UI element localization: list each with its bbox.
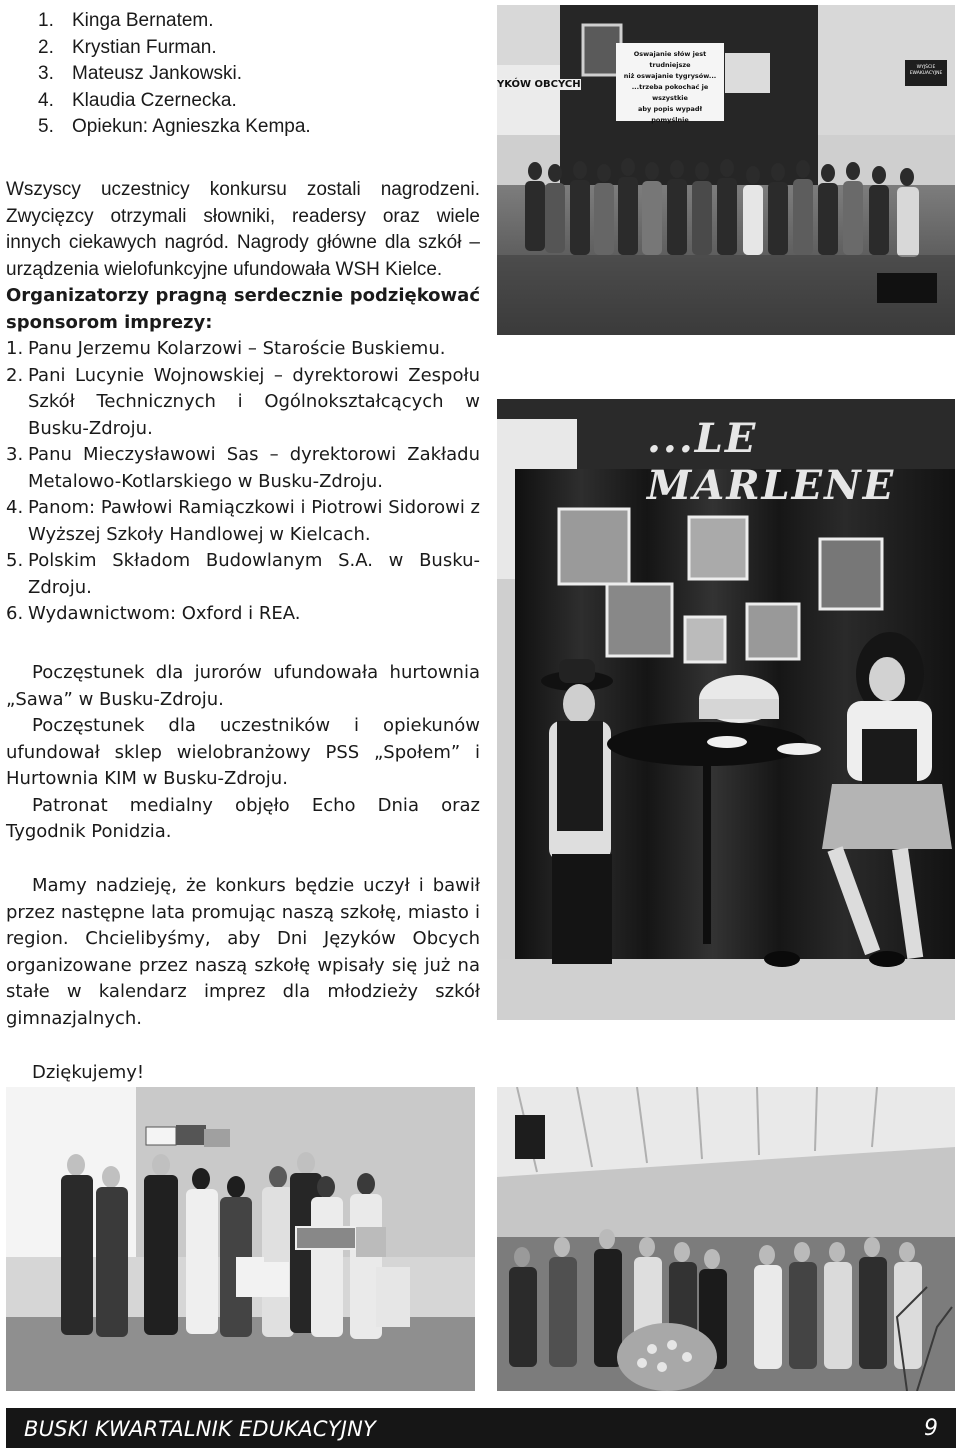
list-item: 4. Panom: Pawłowi Ramiączkowi i Piotrowi Sidorowi z Wyższej Szkoły Handlowej w Kielcach. bbox=[6, 497, 480, 545]
catering-paragraph: Poczęstunek dla jurorów ufundowała hurtownia „Sawa” w Busku-Zdroju. bbox=[6, 662, 480, 710]
backdrop-title: ...LE MARLENE bbox=[647, 415, 896, 509]
quote-poster: Oswajanie słów jest trudniejsze niż oswajanie tygrysów... ...trzeba pokochać je wszystkie aby popis wypadł pomyślnie bbox=[623, 50, 717, 124]
awards-paragraph: Wszyscy uczestnicy konkursu zostali nagrodzeni. Zwycięzcy otrzymali słowniki, readersy oraz wiele innych ciekawych nagród. Nagrody główne dla szkół – urządzenia wielofunkcyjne ufundowała WSH Kielce. bbox=[6, 179, 480, 280]
catering-paragraph: Poczęstunek dla uczestników i opiekunów ufundował sklep wielobranżowy PSS „Społem” i Hurtownia KIM w Busku-Zdroju. bbox=[6, 715, 480, 789]
page-number: 9 bbox=[924, 1416, 938, 1441]
exit-sign: WYJŚCIE EWAKUACYJNE bbox=[909, 65, 943, 76]
catering-section bbox=[6, 660, 480, 846]
team-list-item: 3. Mateusz Jankowski. bbox=[38, 63, 243, 84]
group-photo bbox=[497, 5, 955, 335]
team-list-item: 5. Opiekun: Agnieszka Kempa. bbox=[38, 116, 311, 137]
scene-photo bbox=[497, 399, 955, 1020]
list-item: 3. Panu Mieczysławowi Sas – dyrektorowi Zakładu Metalowo-Kotlarskiego w Busku-Zdroju. bbox=[6, 444, 480, 492]
awards-photo-image bbox=[6, 1087, 475, 1391]
team-list-item: 1. Kinga Bernatem. bbox=[38, 10, 214, 31]
publication-title: BUSKI KWARTALNIK EDUKACYJNY bbox=[24, 1417, 377, 1441]
thanks-text: Dziękujemy! bbox=[32, 1062, 145, 1083]
sponsors-list bbox=[6, 336, 480, 628]
team-list bbox=[38, 8, 311, 141]
language-banner: YKÓW OBCYCH bbox=[497, 79, 581, 90]
closing-paragraph: Mamy nadzieję, że konkurs będzie uczył i bawił przez następne lata promując naszą szkołę, miasto i region. Chcielibyśmy, aby Dni Języków Obcych organizowane przez naszą szkołę wpisały się już na stałe w kalendarz imprez dla młodzieży szkół gimnazjalnych. bbox=[6, 875, 480, 1029]
awards-photo bbox=[6, 1087, 475, 1391]
team-list-item: 4. Klaudia Czernecka. bbox=[38, 89, 237, 111]
crowd-photo bbox=[497, 1087, 955, 1391]
left-column bbox=[6, 177, 480, 628]
list-item: 5. Polskim Składom Budowlanym S.A. w Busku-Zdroju. bbox=[6, 550, 480, 598]
patronage-paragraph: Patronat medialny objęło Echo Dnia oraz Tygodnik Ponidzia. bbox=[6, 794, 480, 842]
list-item: 2. Pani Lucynie Wojnowskiej – dyrektorowi Zespołu Szkół Technicznych i Ogólnokształcących w Busku-Zdroju. bbox=[6, 364, 480, 439]
crowd-photo-image bbox=[497, 1087, 955, 1391]
list-item: 1. Panu Jerzemu Kolarzowi – Staroście Buskiemu. bbox=[6, 338, 446, 359]
list-item: 6. Wydawnictwom: Oxford i REA. bbox=[6, 603, 301, 624]
page-footer bbox=[6, 1408, 956, 1448]
sponsors-heading: Organizatorzy pragną serdecznie podziękować sponsorom imprezy: bbox=[6, 285, 480, 333]
team-list-item: 2. Krystian Furman. bbox=[38, 36, 217, 58]
group-photo-image bbox=[497, 5, 955, 335]
